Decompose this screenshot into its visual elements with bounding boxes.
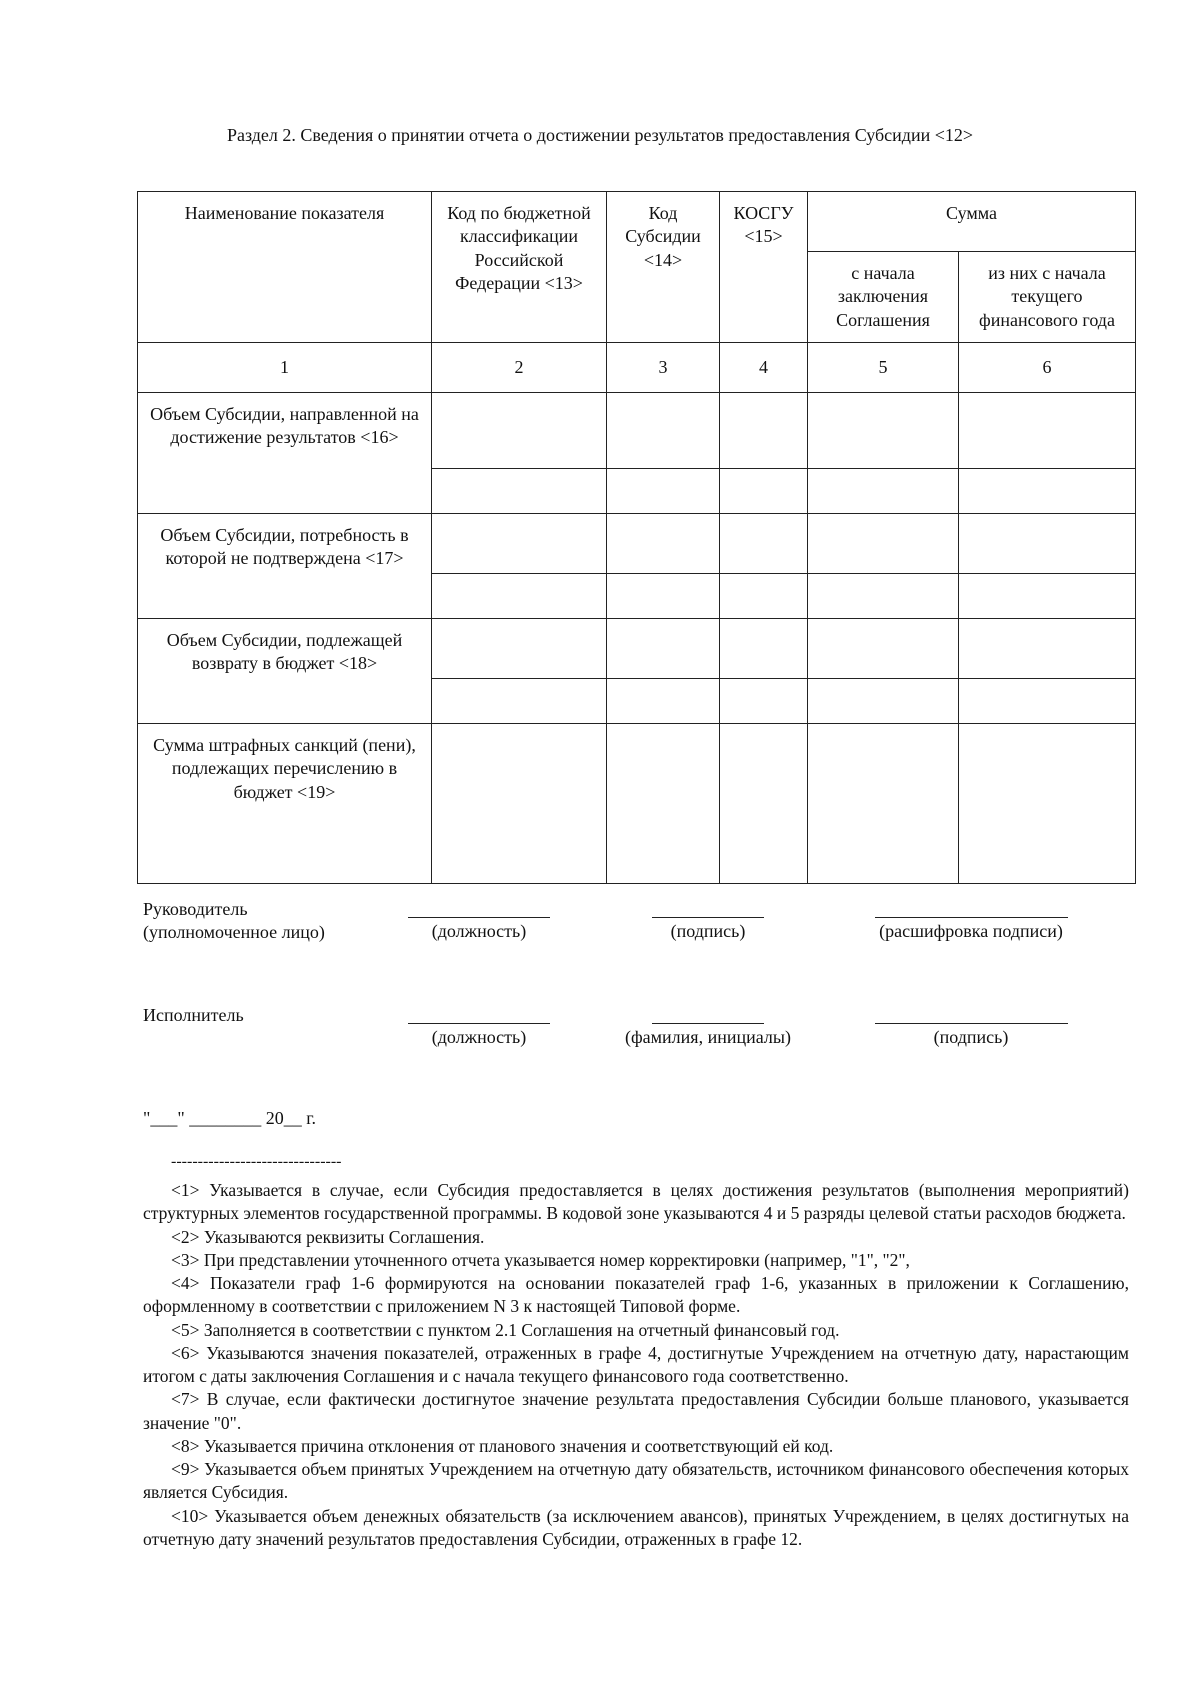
footnotes	[143, 1179, 1129, 1551]
section-title: Раздел 2. Сведения о принятии отчета о достижении результатов предоставления Субсидии <12>	[226, 125, 974, 145]
table-cell[interactable]	[720, 574, 808, 619]
head-name-line[interactable]	[875, 917, 1068, 918]
footnote: <8> Указывается причина отклонения от планового значения и соответствующий ей код.	[171, 1435, 834, 1456]
table-cell[interactable]	[959, 514, 1136, 574]
column-number: 3	[607, 343, 720, 393]
table-cell[interactable]	[959, 469, 1136, 514]
table-cell[interactable]	[720, 679, 808, 724]
date-line[interactable]: "___" ________ 20__ г.	[143, 1108, 317, 1128]
table-cell[interactable]	[432, 514, 607, 574]
table-cell[interactable]	[432, 574, 607, 619]
footnote: <5> Заполняется в соответствии с пунктом 2.1 Соглашения на отчетный финансовый год.	[171, 1319, 840, 1340]
column-number: 1	[138, 343, 432, 393]
row-label: Объем Субсидии, направленной на достижение результатов <16>	[138, 393, 432, 514]
executor-name-line[interactable]	[652, 1023, 764, 1024]
table-cell[interactable]	[959, 393, 1136, 469]
row-label: Объем Субсидии, подлежащей возврату в бюджет <18>	[138, 619, 432, 724]
table-cell[interactable]	[432, 393, 607, 469]
column-number: 4	[720, 343, 808, 393]
footnote: <10> Указывается объем денежных обязательств (за исключением авансов), принятых Учреждением, в целях достигнутых на отчетную дату значений результатов предоставления Субсидии, отраженных в графе 12.	[143, 1505, 1129, 1549]
table-cell[interactable]	[720, 724, 808, 884]
header-bk-code: Код по бюджетной классификации Российской Федерации <13>	[432, 192, 607, 343]
header-indicator-name: Наименование показателя	[138, 192, 432, 343]
head-caption-signature: (подпись)	[670, 921, 746, 941]
table-cell[interactable]	[808, 514, 959, 574]
table-cell[interactable]	[720, 393, 808, 469]
header-sum: Сумма	[808, 192, 1136, 252]
table-cell[interactable]	[959, 724, 1136, 884]
table-cell[interactable]	[808, 679, 959, 724]
executor-caption-signature: (подпись)	[933, 1027, 1009, 1047]
row-label: Объем Субсидии, потребность в которой не подтверждена <17>	[138, 514, 432, 619]
executor-caption-name: (фамилия, инициалы)	[625, 1027, 791, 1047]
footnote: <3> При представлении уточненного отчета указывается номер корректировки (например, "1", "2",	[171, 1249, 910, 1270]
table-cell[interactable]	[720, 469, 808, 514]
table-cell[interactable]	[959, 619, 1136, 679]
header-subsidy-code: Код Субсидии <14>	[607, 192, 720, 343]
executor-label: Исполнитель	[143, 1005, 244, 1025]
table-cell[interactable]	[607, 514, 720, 574]
table-cell[interactable]	[607, 574, 720, 619]
head-signature-line[interactable]	[652, 917, 764, 918]
table-cell[interactable]	[959, 679, 1136, 724]
footnote: <4> Показатели граф 1-6 формируются на основании показателей граф 1-6, указанных в приложении к Соглашению, оформленному в соответствии с приложением N 3 к настоящей Типовой форме.	[143, 1273, 1129, 1317]
table-cell[interactable]	[808, 724, 959, 884]
header-sum-from-agreement: с начала заключения Соглашения	[808, 252, 959, 343]
table-cell[interactable]	[607, 469, 720, 514]
head-caption-position: (должность)	[431, 921, 527, 941]
table-cell[interactable]	[808, 574, 959, 619]
executor-caption-position: (должность)	[431, 1027, 527, 1047]
table-cell[interactable]	[808, 393, 959, 469]
subsidy-report-table	[137, 191, 1136, 884]
footnote: <9> Указывается объем принятых Учреждением на отчетную дату обязательств, источником финансового обеспечения которых является Субсидия.	[143, 1459, 1129, 1503]
table-cell[interactable]	[432, 679, 607, 724]
table-cell[interactable]	[432, 619, 607, 679]
table-cell[interactable]	[607, 679, 720, 724]
column-number: 6	[959, 343, 1136, 393]
table-cell[interactable]	[720, 619, 808, 679]
table-cell[interactable]	[808, 469, 959, 514]
table-cell[interactable]	[432, 724, 607, 884]
header-sum-from-year: из них с начала текущего финансового года	[959, 252, 1136, 343]
executor-signature-line[interactable]	[875, 1023, 1068, 1024]
column-number: 5	[808, 343, 959, 393]
head-label: Руководитель (уполномоченное лицо)	[143, 899, 325, 943]
table-cell[interactable]	[607, 393, 720, 469]
footnote: <7> В случае, если фактически достигнутое значение результата предоставления Субсидии больше планового, указывается значение "0".	[143, 1389, 1129, 1433]
footnote: <6> Указываются значения показателей, отраженных в графе 4, достигнутые Учреждением на отчетную дату, нарастающим итогом с даты заключения Соглашения и с начала текущего финансового года соответственно.	[143, 1342, 1129, 1387]
table-cell[interactable]	[720, 514, 808, 574]
table-cell[interactable]	[959, 574, 1136, 619]
head-caption-name: (расшифровка подписи)	[879, 921, 1063, 941]
footnote: <1> Указывается в случае, если Субсидия предоставляется в целях достижения результатов (выполнения мероприятий) структурных элементов государственной программы. В кодовой зоне указываются 4 и 5 разряды целевой статьи расходов бюджета.	[143, 1180, 1129, 1224]
table-cell[interactable]	[808, 619, 959, 679]
head-position-line[interactable]	[408, 917, 550, 918]
footnote: <2> Указываются реквизиты Соглашения.	[171, 1226, 485, 1247]
table-cell[interactable]	[607, 619, 720, 679]
row-label: Сумма штрафных санкций (пени), подлежащих перечислению в бюджет <19>	[138, 724, 432, 884]
table-cell[interactable]	[607, 724, 720, 884]
header-kosgu: КОСГУ <15>	[720, 192, 808, 343]
footnote-separator: --------------------------------	[171, 1153, 342, 1170]
executor-position-line[interactable]	[408, 1023, 550, 1024]
table-cell[interactable]	[432, 469, 607, 514]
column-number: 2	[432, 343, 607, 393]
